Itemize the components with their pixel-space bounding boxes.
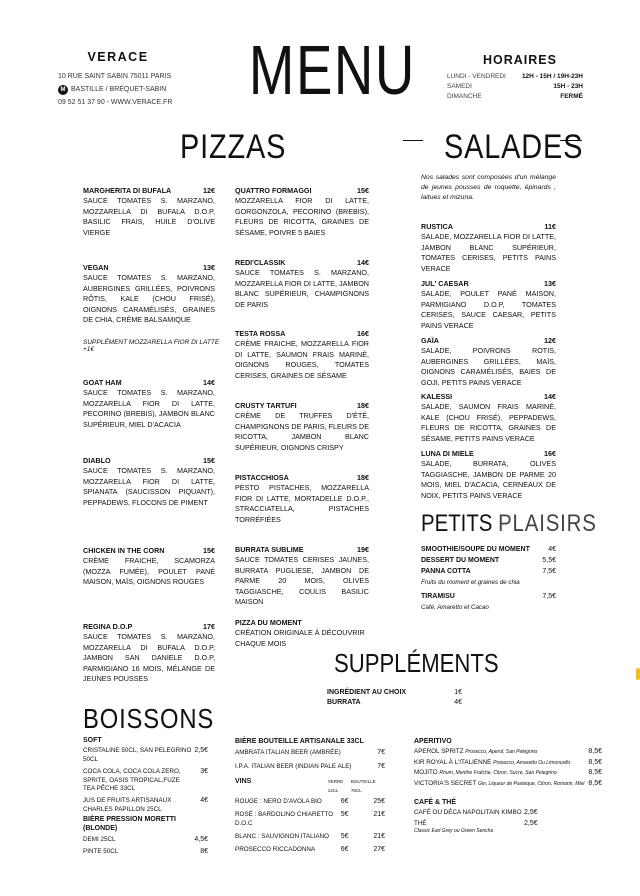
pizza-item[interactable] (83, 186, 215, 238)
supplement-note: SUPPLÉMENT MOZZARELLA FIOR DI LATTE +1€ (83, 339, 220, 353)
drink-row[interactable] (235, 748, 385, 757)
pizza-item[interactable] (235, 329, 369, 381)
item-price: 2,5€ (194, 747, 208, 755)
item-desc: PESTO PISTACHES, MOZZARELLA FIOR DI LATTE, MORTADELLE D.O.P., STRACCIATELLA, PISTACHES TORRÉFIÉES (235, 483, 369, 524)
item-name: MARGHERITA DI BUFALA (83, 186, 172, 195)
item-name: DESSERT DU MOMENT (421, 557, 500, 564)
item-name: AMBRATA ITALIAN BEER (AMBRÉE) (235, 749, 341, 756)
biere-title: BIÈRE BOUTEILLE ARTISANALE 33CL (235, 738, 364, 745)
bottle-price: 27€ (373, 846, 385, 853)
divider (403, 140, 423, 141)
supplement-row[interactable] (327, 688, 462, 698)
item-price: 12€ (203, 186, 215, 195)
bottle-price: 21€ (373, 833, 385, 840)
drink-row[interactable] (83, 768, 208, 793)
item-desc: SALADE, POULET PANÉ MAISON, PARMIGIANO D.O.P, TOMATES CERISES, SAUCE CAESAR, PETITS PAINS VERACE (421, 289, 556, 330)
item-desc: SAUCE TOMATES S. MARZANO, MOZZARELLA DI BUFALA D.O.P, BASILIC FRAIS, HUILE D'OLIVE VIERGE (83, 196, 215, 237)
item-desc: SALADE, BURRATA, OLIVES TAGGIASCHE, JAMBON DE PARME 20 MOIS, MIEL D'ACACIA, CERNEAUX DE NOIX, PETITS PAINS VERACE (421, 459, 556, 500)
dessert-row[interactable] (421, 591, 556, 602)
metro-icon: M (58, 85, 68, 95)
item-price: 8,5€ (588, 758, 602, 766)
item-name: TIRAMISU (421, 593, 455, 600)
item-name: VEGAN (83, 263, 109, 272)
item-desc: CRÈME FRAICHE, MOZZARELLA FIOR DI LATTE, SAUMON FRAIS MARINÉ, OIGNONS ROUGES, TOMATES CERISES, GRAINES DE SÉSAME (235, 339, 369, 380)
title-part-light: PLAISIRS (498, 510, 597, 537)
item-price: 15€ (203, 546, 215, 555)
item-desc: CRÉATION ORIGINALE À DÉCOUVRIR CHAQUE MOIS (235, 628, 365, 648)
pizza-item[interactable] (235, 545, 369, 607)
item-name: TESTA ROSSA (235, 329, 286, 338)
item-price: 5,5€ (542, 557, 556, 564)
vins-title: VINS (235, 778, 252, 785)
item-price: 2,5€ (524, 809, 538, 817)
item-name: QUATTRO FORMAGGI (235, 186, 312, 195)
item-price: 1€ (454, 689, 462, 696)
pizza-item[interactable] (235, 473, 369, 525)
item-price: 13€ (544, 279, 556, 288)
pizza-item[interactable] (83, 546, 215, 588)
item-price: 7,5€ (542, 593, 556, 600)
pression-title: BIÈRE PRESSION MORETTI (BLONDE) (83, 816, 176, 832)
pizza-item[interactable] (83, 622, 215, 684)
item-desc: Classic Earl Grey ou Green Sencha (414, 827, 494, 834)
page-title: MENU (248, 31, 416, 109)
item-price: 8,5€ (588, 769, 602, 777)
item-price: 2,5€ (524, 819, 538, 827)
pizza-item[interactable] (235, 401, 369, 453)
glass-price: 5€ (340, 811, 349, 818)
item-name: KALESSI (421, 392, 453, 401)
drink-row[interactable] (83, 836, 208, 844)
item-name: THÉ (414, 819, 427, 827)
item-name: REGINA D.O.P (83, 622, 133, 631)
hours-time: 15H - 23H (553, 83, 583, 90)
vins-col-bottle: BOUTEILLE 75CL (350, 779, 376, 793)
item-name: PINTE 50CL (83, 848, 119, 856)
item-name: CAFÉ OU DÉCA NAPOLITAIN KIMBO (414, 809, 522, 817)
item-desc: SAUCE TOMATES S. MARZANO, MOZZARELLA FIOR DI LATTE, PECORINO (BREBIS), JAMBON BLANC SUPÉRIEUR, MIEL D'ACACIA (83, 388, 215, 429)
item-price: 14€ (203, 378, 215, 387)
glass-price: 5€ (340, 833, 349, 840)
item-name: PISTACCHIOSA (235, 473, 289, 482)
aperitivo-title: APERITIVO (414, 738, 452, 745)
item-name: GOAT HAM (83, 378, 122, 387)
dessert-row[interactable] (421, 555, 556, 566)
pizza-item[interactable] (235, 618, 369, 649)
item-desc: SALADE, MOZZARELLA FIOR DI LATTE, JAMBON BLANC SUPÉRIEUR, TOMATES CERISES, PETITS PAINS VERACE (421, 232, 556, 273)
item-desc: Café, Amaretto et Cacao (421, 604, 489, 611)
item-price: 4€ (454, 699, 462, 706)
item-name: GAÏA (421, 336, 439, 345)
pizzas-title: PIZZAS (180, 128, 287, 166)
petits-plaisirs-title (421, 510, 597, 538)
pizza-item[interactable] (83, 378, 215, 430)
aperitivo-cafe (414, 737, 602, 835)
salade-item[interactable] (421, 222, 556, 274)
pizza-item[interactable] (83, 456, 215, 508)
dessert-row[interactable] (421, 544, 556, 555)
wine-row[interactable] (235, 832, 385, 841)
item-desc: MOZZARELLA FIOR DI LATTE, GORGONZOLA, PECORINO (BREBIS), FLEURS DE RICOTTA, GRAINES DE SÉSAME, POIVRE 5 BAIES (235, 196, 369, 237)
vins-header (235, 777, 385, 795)
item-desc: Fruits du moment et graines de chia (421, 579, 520, 586)
soft-title: SOFT (83, 737, 102, 744)
item-name: PIZZA DU MOMENT (235, 618, 302, 627)
item-name: COCA COLA, COCA COLA ZERO, SPRITE, OASIS TROPICAL,FUZE TEA PÊCHE 33CL (83, 768, 181, 793)
hours-day: SAMEDI (447, 83, 472, 90)
cafe-title: CAFÉ & THÉ (414, 799, 456, 807)
item-desc: CRÈME DE TRUFFES D'ÉTÉ, CHAMPIGNONS DE PARIS, FLEURS DE RICOTTA, JAMBON BLANC SUPÉRIEUR, OIGNONS CRISPY (235, 411, 369, 452)
drink-row[interactable] (414, 808, 602, 817)
wine-row[interactable] (235, 797, 385, 806)
item-desc: Prosecco, Aperol, San Pelegrino (465, 749, 538, 756)
item-name: ROUGE : NERO D'AVOLA BIO (235, 798, 322, 805)
item-name: JUL' CAESAR (421, 279, 469, 288)
item-name: DEMI 25CL (83, 836, 116, 844)
item-name: VICTORIA'S SECRET (414, 779, 477, 787)
item-price: 17€ (203, 622, 215, 631)
dessert-row[interactable] (421, 566, 556, 577)
drink-row[interactable] (83, 797, 208, 814)
item-price: 8,5€ (588, 748, 602, 756)
item-desc: SAUCE TOMATES S. MARZANO, MOZZARELLA FIOR DI LATTE, JAMBON BLANC SUPÉRIEUR, CHAMPIGNONS DE PARIS (235, 268, 369, 309)
item-name: PANNA COTTA (421, 568, 471, 575)
item-name: APEROL SPRITZ (414, 748, 464, 756)
drink-row[interactable] (83, 848, 208, 856)
address-block (58, 70, 188, 109)
item-name: CRISTALINE 50CL, SAN PELEGRINO 50CL (83, 747, 192, 763)
scroll-marker (636, 668, 640, 680)
item-name: MOJITO (414, 769, 438, 777)
item-name: ROSÉ : BARDOLINO CHIARETTO D.O.C (235, 811, 334, 827)
supplement-row[interactable] (327, 698, 462, 708)
salade-item[interactable] (421, 279, 556, 331)
salade-item[interactable] (421, 392, 556, 444)
item-price: 15€ (357, 186, 369, 195)
drink-row[interactable] (414, 820, 602, 835)
hours-title: HORAIRES (483, 53, 557, 67)
item-name: BURRATA (327, 699, 361, 706)
drink-row[interactable] (414, 768, 602, 778)
title-part-bold: PETITS (421, 510, 493, 537)
salades-intro: Nos salades sont composées d'un mélange de jeunes pousses de roquette, épinards , laitues et mizuna. (421, 174, 556, 201)
hours-time: 12H - 15H / 19H-23H (521, 73, 583, 80)
item-desc: SALADE, POIVRONS ROTIS, AUBERGINES GRILLÉES, MAÏS, OIGNONS CARAMÉLISÉS, BAIES DE GOJI, PETITS PAINS VERACE (421, 346, 556, 387)
item-name: RUSTICA (421, 222, 453, 231)
hours-row (447, 72, 583, 82)
item-name: LUNA DI MIELE (421, 449, 474, 458)
wine-row[interactable] (235, 810, 385, 828)
vins-col-glass: VERRE 14CL (327, 779, 344, 793)
item-name: DIABLO (83, 456, 111, 465)
salade-item[interactable] (421, 336, 556, 388)
item-price: 8,5€ (588, 779, 602, 787)
hours-day: LUNDI - VENDREDI (447, 73, 506, 80)
item-desc: Gin, Liqueur de Pasteque, Citron, Romarin, Miel (477, 780, 585, 787)
drink-row[interactable] (414, 747, 602, 757)
drink-row[interactable] (83, 747, 208, 764)
item-price: 19€ (357, 545, 369, 554)
item-price: 15€ (203, 456, 215, 465)
pizza-item[interactable] (83, 263, 215, 325)
item-name: PROSECCO RICCADONNA (235, 846, 316, 853)
item-name: CRUSTY TARTUFI (235, 401, 297, 410)
pizza-item[interactable] (235, 258, 369, 310)
item-price: 11€ (544, 222, 556, 231)
address: 10 RUE SAINT SABIN 75011 PARIS (58, 73, 172, 80)
item-name: SMOOTHIE/SOUPE DU MOMENT (421, 546, 530, 553)
item-desc: Rhum, Menthe Fraîche, Citron, Sucre, San Pelegrino (439, 770, 557, 777)
supplements-list (327, 688, 462, 708)
item-price: 4,5€ (194, 836, 208, 844)
hours-row (447, 92, 583, 102)
glass-price: 6€ (340, 798, 349, 805)
item-name: BURRATA SUBLIME (235, 545, 304, 554)
wine-row[interactable] (235, 845, 385, 854)
item-price: 7€ (377, 749, 385, 756)
item-name: INGRÉDIENT AU CHOIX (327, 689, 407, 696)
item-name: BLANC : SAUVIGNON ITALIANO (235, 833, 330, 840)
item-name: JUS DE FRUITS ARTISANAUX CHARLES PAPILLON 25CL (83, 797, 172, 813)
bottle-price: 25€ (373, 798, 385, 805)
hours-list (447, 72, 583, 102)
supplements-title: SUPPLÉMENTS (334, 648, 499, 678)
item-desc: SAUCE TOMATES CERISES JAUNES, BURRATA PUGLIESE, JAMBON DE PARME 20 MOIS, OLIVES TAGGIASCHE, COULIS BASILIC MAISON (235, 555, 369, 607)
item-desc: SAUCE TOMATES S. MARZANO, MOZZARELLA FIOR DI LATTE, SPIANATA (SAUCISSON PIQUANT), PEPPADEWS, FLOCONS DE PIMENT (83, 466, 215, 507)
metro-row (58, 83, 188, 96)
boissons-title: BOISSONS (83, 703, 215, 734)
hours-day: DIMANCHE (447, 93, 482, 100)
salades-title: SALADES (444, 128, 584, 166)
pizza-item[interactable] (235, 186, 369, 238)
item-desc: SALADE, SAUMON FRAIS MARINÉ, KALE (CHOU FRISÉ), PEPPADEWS, FLEURS DE RICOTTA, GRAINES DE SÉSAME, PETITS PAINS VERACE (421, 402, 556, 443)
drink-row[interactable] (414, 779, 602, 789)
item-name: REDI'CLASSIK (235, 258, 286, 267)
item-price: 13€ (203, 263, 215, 272)
item-desc: Prosecco, Amaretto Ou Limoncello (493, 759, 571, 766)
item-name: KIR ROYAL À L'ITALIENNE (414, 758, 492, 766)
item-price: 3€ (200, 768, 208, 776)
contact[interactable]: 09 52 51 37 90 - WWW.VERACE.FR (58, 99, 173, 106)
drink-row[interactable] (235, 762, 385, 771)
item-price: 14€ (544, 392, 556, 401)
petits-plaisirs-list (421, 544, 556, 613)
item-desc: SAUCE TOMATES S. MARZANO, MOZZARELLA DI BUFALA D.O.P, JAMBON SAN DANIELE D.O.P, PARMIGIANO 16 MOIS, MÉLANGE DE JEUNES POUSSES (83, 632, 215, 684)
item-price: 18€ (357, 401, 369, 410)
item-price: 8€ (200, 848, 208, 856)
item-price: 7€ (377, 763, 385, 770)
item-desc: CRÈME FRAICHE, SCAMORZA (MOZZA FUMÉE), POULET PANÉ MAISON, MAÏS, OIGNONS ROUGES (83, 556, 215, 587)
hours-time: FERMÉ (560, 93, 583, 100)
drink-row[interactable] (414, 758, 602, 768)
item-price: 18€ (357, 473, 369, 482)
hours-row (447, 82, 583, 92)
item-desc: SAUCE TOMATES S. MARZANO, AUBERGINES GRILLÉES, POIVRONS RÔTIS, KALE (CHOU FRISÉ), OIGNONS CARAMÉLISÉS, GRAINES DE CHIA, CRÈME BALSAMIQUE (83, 273, 215, 325)
item-price: 4€ (200, 797, 208, 805)
soft-drinks (83, 737, 208, 857)
salade-item[interactable] (421, 449, 556, 501)
item-name: I.P.A. ITALIAN BEER (INDIAN PALE ALE) (235, 763, 352, 770)
item-price: 4€ (548, 546, 556, 553)
beer-wine (235, 737, 385, 854)
item-price: 16€ (544, 449, 556, 458)
glass-price: 6€ (340, 846, 349, 853)
item-name: CHICKEN IN THE CORN (83, 546, 165, 555)
metro-stations: BASTILLE / BRÉQUET-SABIN (71, 86, 167, 93)
item-price: 7,5€ (542, 568, 556, 575)
brand-name: VERACE (87, 50, 149, 64)
item-price: 16€ (357, 329, 369, 338)
item-price: 12€ (544, 336, 556, 345)
bottle-price: 21€ (373, 811, 385, 818)
item-price: 14€ (357, 258, 369, 267)
